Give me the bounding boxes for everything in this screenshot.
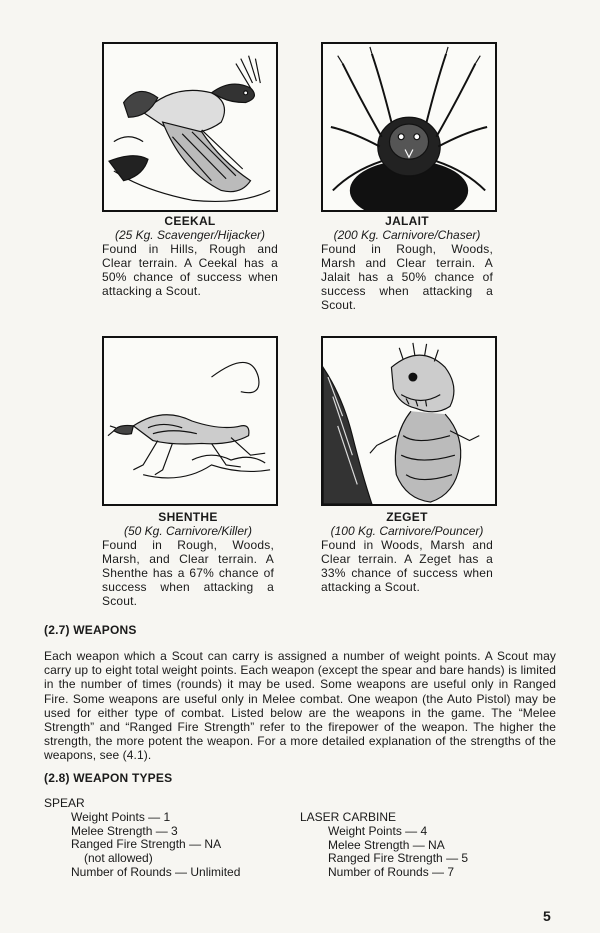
ceekal-illustration (102, 42, 278, 212)
weapon-name: LASER CARBINE (300, 810, 397, 824)
shenthe-drawing (104, 338, 276, 504)
weapon-stat: Ranged Fire Strength — 5 (328, 851, 469, 866)
weapon-stat: Weight Points — 4 (328, 823, 428, 838)
creature-name: JALAIT (385, 214, 429, 228)
weapons-heading: (2.7) WEAPONS (44, 623, 137, 637)
creature-description: Found in Woods, Marsh and Clear terrain. A Zeget has a 33% chance of success when attacking a Scout. (321, 538, 493, 594)
page-number: 5 (543, 908, 551, 924)
spear-block (44, 797, 240, 880)
weapon-name: SPEAR (44, 796, 85, 810)
creature-subtitle: (100 Kg. Carnivore/Pouncer) (330, 524, 484, 538)
zeget-illustration (321, 336, 497, 506)
creature-subtitle: (200 Kg. Carnivore/Chaser) (333, 228, 481, 242)
creature-name: ZEGET (386, 510, 428, 524)
zeget-drawing (323, 338, 495, 504)
creature-name: CEEKAL (164, 214, 216, 228)
creature-subtitle: (50 Kg. Carnivore/Killer) (123, 524, 253, 538)
weapon-stat: Weight Points — 1 (71, 809, 171, 824)
ceekal-entry (102, 214, 278, 298)
creature-name: SHENTHE (158, 510, 218, 524)
weapon-stat: Number of Rounds — 7 (328, 865, 455, 880)
shenthe-illustration (102, 336, 278, 506)
weapon-types-heading: (2.8) WEAPON TYPES (44, 771, 173, 785)
shenthe-entry (102, 510, 274, 608)
creature-description: Found in Rough, Woods, Marsh and Clear terrain. A Jalait has a 50% chance of success when attacking a Scout. (321, 242, 493, 312)
creature-description: Found in Hills, Rough and Clear terrain. A Ceekal has a 50% chance of success when attacking a Scout. (102, 242, 278, 298)
jalait-entry (321, 214, 493, 312)
ceekal-drawing (104, 44, 276, 210)
creature-description: Found in Rough, Woods, Marsh, and Clear terrain. A Shenthe has a 67% chance of success when attacking a Scout. (102, 538, 274, 608)
laser-carbine-block (300, 811, 468, 880)
weapon-stat: Melee Strength — NA (328, 837, 445, 852)
jalait-illustration (321, 42, 497, 212)
creature-subtitle: (25 Kg. Scavenger/Hijacker) (114, 228, 266, 242)
jalait-drawing (323, 44, 495, 210)
weapon-stat-note: (not allowed) (84, 851, 153, 866)
weapon-stat: Melee Strength — 3 (71, 823, 178, 838)
zeget-entry (321, 510, 493, 594)
weapon-stat: Ranged Fire Strength — NA (71, 837, 222, 852)
weapon-stat: Number of Rounds — Unlimited (71, 864, 241, 879)
weapons-paragraph: Each weapon which a Scout can carry is assigned a number of weight points. A Scout may carry up to eight total weight points. Each weapon (except the spear and bare hands) is limited in the number of times (rounds) it may be used. Some weapons are useful only in Ranged Fire. Some weapons are useful only in Melee combat. One weapon (the Auto Pistol) may be used for either type of combat. Listed below are the weapons in the game. The “Melee Strength” and “Ranged Fire Strength” refer to the firepower of the weapon. The higher the strength, the more potent the weapon. For a more detailed explanation of the strengths of the weapons, see (4.1). (44, 649, 556, 763)
